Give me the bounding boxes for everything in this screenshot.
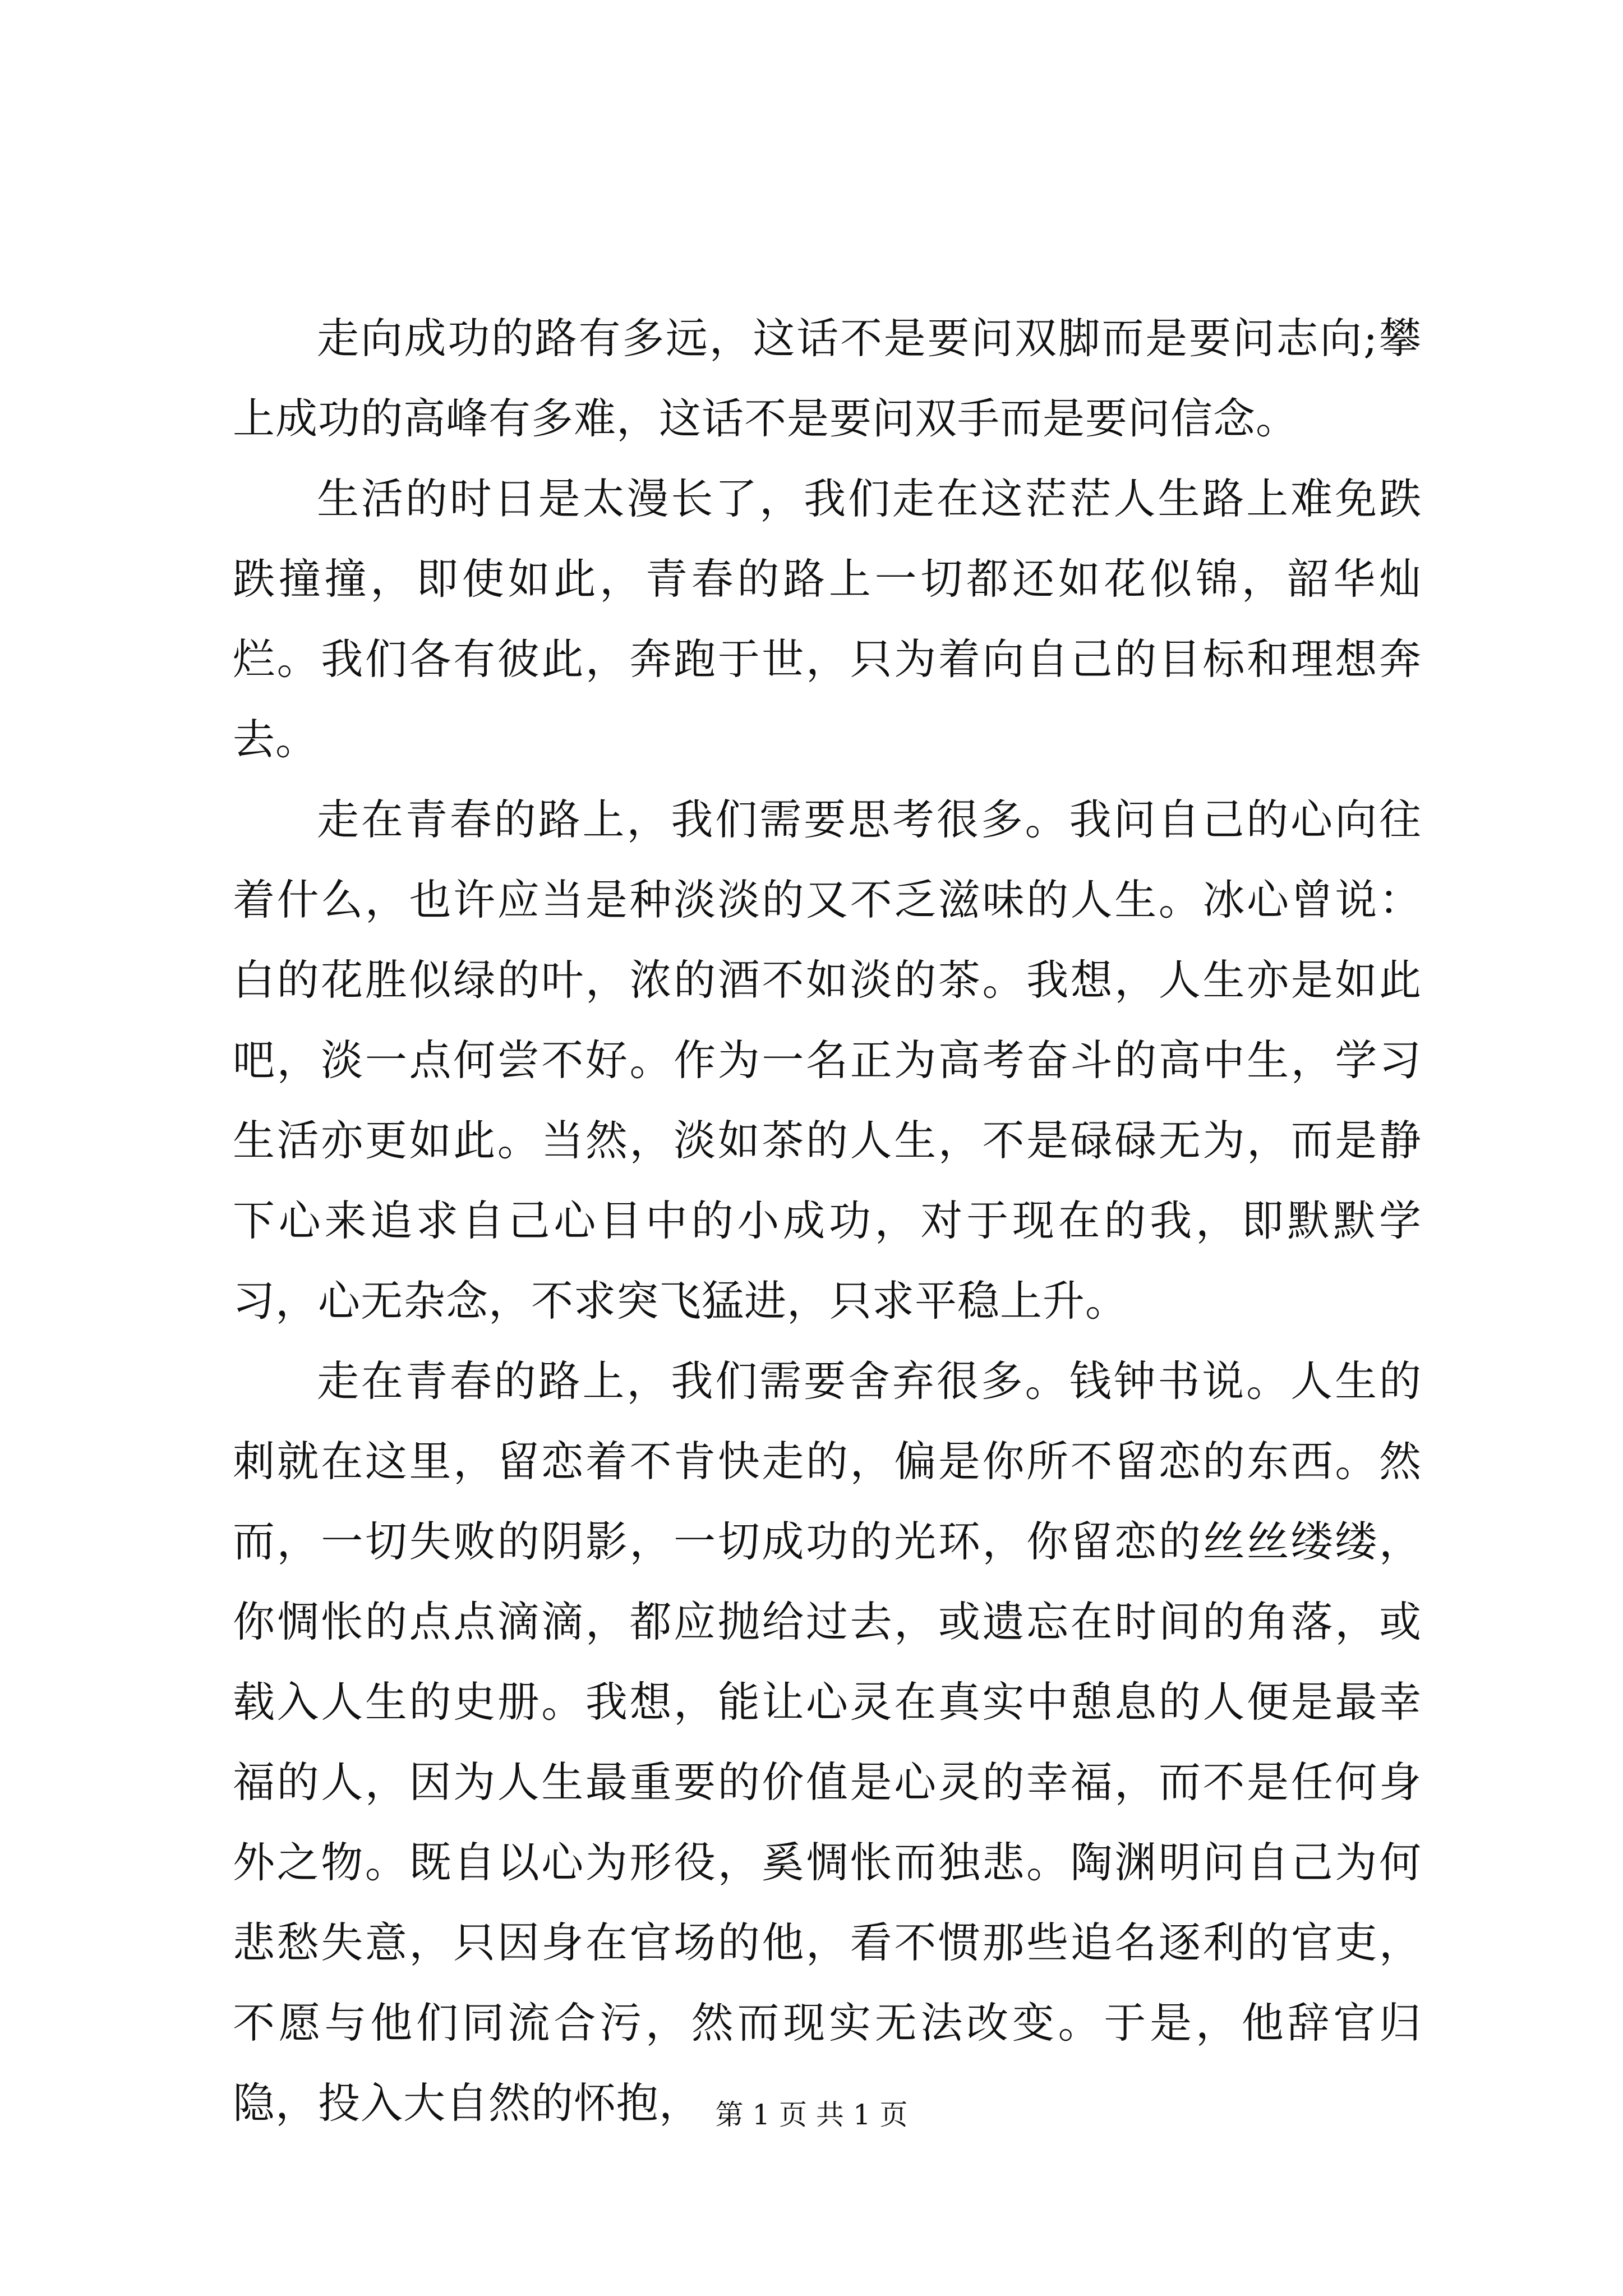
paragraph: 走在青春的路上，我们需要思考很多。我问自己的心向往着什么，也许应当是种淡淡的又不乏滋味的人生。冰心曾说：白的花胜似绿的叶，浓的酒不如淡的茶。我想，人生亦是如此吧，淡一点何尝不好。作为一名正为高考奋斗的高中生，学习生活亦更如此。当然，淡如茶的人生，不是碌碌无为，而是静下心来追求自己心目中的小成功，对于现在的我，即默默学习，心无杂念，不求突飞猛进，只求平稳上升。	[233, 795, 1422, 1326]
page-footer: 第 1 页 共 1 页	[715, 2099, 908, 2131]
paragraph: 生活的时日是太漫长了，我们走在这茫茫人生路上难免跌跌撞撞，即使如此，青春的路上一切都还如花似锦，韶华灿烂。我们各有彼此，奔跑于世，只为着向自己的目标和理想奔去。	[233, 474, 1422, 764]
paragraph: 走在青春的路上，我们需要舍弃很多。钱钟书说。人生的刺就在这里，留恋着不肯快走的，偏是你所不留恋的东西。然而，一切失败的阴影，一切成功的光环，你留恋的丝丝缕缕，你惆怅的点点滴滴，都应抛给过去，或遗忘在时间的角落，或载入人生的史册。我想，能让心灵在真实中憩息的人便是最幸福的人，因为人生最重要的价值是心灵的幸福，而不是任何身外之物。既自以心为形役，奚惆怅而独悲。陶渊明问自己为何悲愁失意，只因身在官场的他，看不惯那些追名逐利的官吏，不愿与他们同流合污，然而现实无法改变。于是，他辞官归隐，投入大自然的怀抱，	[233, 1356, 1422, 2128]
document-body	[233, 298, 1422, 2143]
paragraph: 走向成功的路有多远，这话不是要问双脚而是要问志向;攀上成功的高峰有多难，这话不是要问双手而是要问信念。	[233, 314, 1422, 443]
